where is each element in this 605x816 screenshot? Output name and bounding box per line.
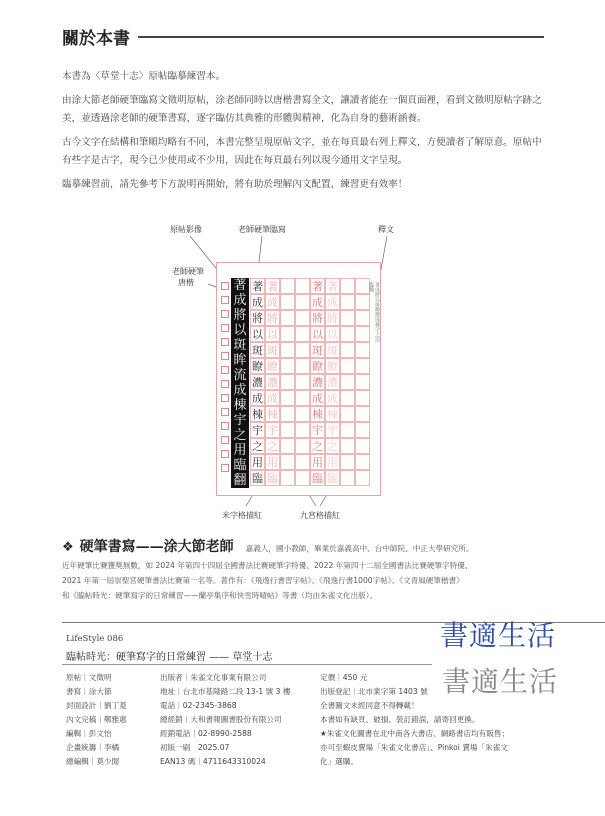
grid-cell: 用 — [327, 456, 338, 469]
grid-cell: 瞭 — [327, 360, 338, 373]
credit-line: 原帖｜文徵明 — [66, 673, 112, 682]
kai-box — [221, 450, 229, 458]
publisher-column — [160, 671, 290, 769]
grid-cell: 宇 — [327, 424, 338, 437]
grid-cell: 將 — [267, 312, 278, 325]
grid-cell — [295, 310, 310, 326]
grid-cell: 之 — [252, 440, 263, 453]
grid-cell — [295, 374, 310, 390]
grid-cell — [280, 406, 295, 422]
brand-logo-blue: 書適生活 — [440, 619, 557, 652]
grid-cell: 成 — [312, 296, 323, 309]
grid-cell — [340, 454, 355, 470]
publisher-line: 地址｜台北市基隆路二段 13-1 號 3 樓 — [160, 687, 291, 696]
grid-cell: 濃 — [312, 376, 323, 389]
kai-box — [221, 296, 229, 304]
kai-box — [221, 310, 229, 318]
grid-cell — [340, 438, 355, 454]
grid-cell — [295, 326, 310, 342]
grid-cell — [355, 342, 370, 358]
grid-cell — [355, 454, 370, 470]
grid-cell: 成 — [267, 296, 278, 309]
grid-cell — [280, 390, 295, 406]
grid-cell: 之 — [327, 440, 338, 453]
grid-cell — [295, 358, 310, 374]
original-character: 之 — [233, 428, 247, 443]
kai-box — [221, 324, 229, 332]
grid-cell: 濃 — [267, 376, 278, 389]
credit-line: 編輯｜彭文怡 — [66, 729, 112, 738]
grid-cell: 成 — [312, 392, 323, 405]
grid-cell — [340, 294, 355, 310]
label-mi-grid: 米字格描紅 — [222, 511, 262, 520]
pricing-line: 本書如有缺頁、破損、裝訂錯誤，請寄回更換。 — [320, 715, 480, 724]
original-character: 棟 — [233, 398, 247, 413]
original-character: 以 — [233, 323, 247, 338]
publisher-line: 初版一刷 2025.07 — [160, 743, 230, 752]
kai-box — [221, 436, 229, 444]
grid-cell: 之 — [312, 440, 323, 453]
original-character: 著 — [233, 278, 247, 293]
grid-cell: 棟 — [267, 408, 278, 421]
grid-cell — [295, 294, 310, 310]
grid-cell — [340, 390, 355, 406]
credits-column — [66, 671, 127, 769]
grid-cell: 斑 — [327, 344, 338, 357]
publisher-line: 經銷電話｜02-8990-2588 — [160, 729, 252, 738]
grid-cell: 濃 — [327, 376, 338, 389]
label-original-image: 原帖影像 — [170, 225, 202, 234]
kai-box — [221, 394, 229, 402]
grid-cell: 臨 — [327, 472, 338, 485]
original-character: 成 — [233, 383, 247, 398]
grid-cell — [355, 358, 370, 374]
grid-cell — [295, 454, 310, 470]
grid-cell: 用 — [312, 456, 323, 469]
grid-cell: 著 — [267, 280, 278, 293]
grid-cell — [295, 342, 310, 358]
grid-cell — [340, 278, 355, 294]
grid-cell — [355, 310, 370, 326]
kai-box — [221, 352, 229, 360]
grid-cell: 宇 — [312, 424, 323, 437]
label-nine-grid: 九宮格描紅 — [300, 511, 340, 520]
grid-cell: 成 — [252, 392, 263, 405]
author-heading — [62, 536, 548, 556]
author-bio-line: 近年硬筆比賽獲獎無數，如 2024 年第四十四屆全國書法比賽硬筆字特優、2022 年第四十二屆全國書法比賽硬筆字特優、 — [62, 561, 473, 570]
label-teacher-copy: 老師硬筆臨寫 — [238, 225, 286, 234]
grid-cell — [340, 470, 355, 486]
kai-box — [221, 338, 229, 346]
grid-cell — [340, 374, 355, 390]
grid-cell: 將 — [312, 312, 323, 325]
grid-cell: 瞭 — [252, 360, 263, 373]
grid-cell: 宇 — [267, 424, 278, 437]
grid-cell — [295, 470, 310, 486]
grid-cell — [280, 358, 295, 374]
pricing-line: 定價｜450 元 — [320, 673, 368, 682]
credit-line: 企畫統籌｜李橘 — [66, 743, 120, 752]
grid-cell — [280, 470, 295, 486]
grid-cell — [340, 422, 355, 438]
label-teacher-kai-2: 唐楷 — [178, 278, 194, 287]
original-character: 宇 — [233, 413, 247, 428]
pricing-line: 亦可至蝦皮賣場「朱雀文化書店」、Pinkoi 賣場「朱雀文 — [320, 743, 508, 752]
grid-cell — [295, 406, 310, 422]
grid-cell: 以 — [312, 328, 323, 341]
chinese-knot-icon: ❖ — [62, 540, 74, 555]
grid-cell: 成 — [267, 392, 278, 405]
original-character: 流 — [233, 368, 247, 383]
series-label: LifeStyle 086 — [66, 634, 124, 644]
grid-cell — [355, 294, 370, 310]
grid-cell — [340, 326, 355, 342]
intro-paragraph: 臨摹練習前，請先參考下方說明再開始，將有助於理解內文配置，練習更有效率！ — [62, 179, 408, 190]
grid-cell — [355, 422, 370, 438]
original-image-column — [231, 278, 249, 488]
grid-cell — [280, 422, 295, 438]
kai-box — [221, 380, 229, 388]
grid-cell: 成 — [327, 296, 338, 309]
grid-cell — [295, 438, 310, 454]
original-character: 成 — [233, 293, 247, 308]
publisher-line: EAN13 碼｜4711643310024 — [160, 757, 266, 766]
grid-cell: 瞭 — [312, 360, 323, 373]
grid-cell — [280, 326, 295, 342]
author-title: 硬筆書寫——涂大節老師 — [79, 539, 234, 555]
pricing-line: 出版登記｜北市業字第 1403 號 — [320, 687, 428, 696]
grid-cell: 成 — [252, 296, 263, 309]
label-annotation: 釋文 — [378, 225, 394, 234]
author-bio-line: 2021 年第一屆崇聖宮硬筆書法比賽第一名等。著作有：《飛逸行書習字帖》、《飛逸行書1000字帖》、《文青風硬筆楷書》 — [62, 576, 464, 585]
grid-cell — [280, 438, 295, 454]
credit-line: 書寫｜涂大節 — [66, 687, 112, 696]
grid-cell — [340, 342, 355, 358]
grid-cell — [340, 310, 355, 326]
grid-cell: 以 — [252, 328, 263, 341]
original-character: 翻 — [233, 473, 247, 488]
grid-cell — [280, 294, 295, 310]
grid-cell — [355, 470, 370, 486]
grid-cell — [280, 278, 295, 294]
page-title: 關於本書 — [62, 24, 138, 49]
grid-cell — [340, 358, 355, 374]
book-title: 臨帖時光：硬筆寫字的日常練習 —— 草堂十志 — [66, 652, 273, 663]
grid-cell: 用 — [252, 456, 263, 469]
grid-cell: 斑 — [267, 344, 278, 357]
author-bio-line: 和《臨帖時光：硬筆寫字的日常練習——蘭亭集序和快雪時晴帖》等書（均由朱雀文化出版）。 — [62, 591, 378, 600]
grid-cell: 將 — [252, 312, 263, 325]
original-character: 臨 — [233, 458, 247, 473]
original-character: 將 — [233, 308, 247, 323]
grid-cell — [280, 374, 295, 390]
kai-box — [221, 422, 229, 430]
credit-line: 內文完稿｜鄭雅惠 — [66, 715, 127, 724]
pricing-line: 化」選購。 — [320, 757, 358, 766]
practice-grid — [250, 278, 372, 488]
grid-cell: 成 — [327, 392, 338, 405]
author-bio — [62, 558, 548, 603]
grid-cell: 棟 — [252, 408, 263, 421]
annotation-column: 著成將以斑瞭濃成棟宇之用臨翻 — [368, 282, 380, 342]
original-character: 眸 — [233, 353, 247, 368]
grid-cell: 棟 — [327, 408, 338, 421]
grid-cell: 棟 — [312, 408, 323, 421]
grid-cell — [355, 390, 370, 406]
publisher-line: 出版者｜朱雀文化事業有限公司 — [160, 673, 267, 682]
publisher-line: 總經銷｜大和書報圖書股份有限公司 — [160, 715, 282, 724]
kai-box — [221, 464, 229, 472]
credit-line: 封面設計｜劉丁菱 — [66, 701, 127, 710]
grid-cell — [355, 406, 370, 422]
kai-box — [221, 366, 229, 374]
grid-cell: 宇 — [252, 424, 263, 437]
publisher-line: 電話｜02-2345-3868 — [160, 701, 237, 710]
grid-cell — [280, 310, 295, 326]
grid-cell — [340, 406, 355, 422]
grid-cell: 將 — [327, 312, 338, 325]
grid-cell: 之 — [267, 440, 278, 453]
grid-cell — [280, 342, 295, 358]
author-credentials: 嘉義人，國小教師，畢業於嘉義高中、台中師院、中正大學研究所。 — [245, 544, 474, 553]
grid-cell: 以 — [327, 328, 338, 341]
original-character: 斑 — [233, 338, 247, 353]
kai-box-strip — [220, 282, 230, 492]
grid-cell: 著 — [252, 280, 263, 293]
grid-cell: 斑 — [312, 344, 323, 357]
title-rule — [62, 664, 432, 665]
grid-cell: 臨 — [312, 472, 323, 485]
grid-cell: 用 — [267, 456, 278, 469]
grid-cell — [295, 422, 310, 438]
grid-cell — [355, 374, 370, 390]
grid-cell: 著 — [327, 280, 338, 293]
grid-cell: 瞭 — [267, 360, 278, 373]
pricing-line: ★朱雀文化圖書在北中南各大書店、網路書店均有販售； — [320, 729, 510, 738]
grid-cell: 著 — [312, 280, 323, 293]
grid-cell: 臨 — [267, 472, 278, 485]
intro-paragraph: 古今文字在結構和筆順均略有不同，本書完整呈現原帖文字，並在每頁最右列上釋文，方便讀者了解原意。原帖中有些字是古字，現今已少使用或不少用，因此在每頁最右列以現今通用文字呈現。 — [62, 137, 542, 166]
grid-cell: 以 — [267, 328, 278, 341]
grid-cell: 濃 — [252, 376, 263, 389]
grid-cell — [355, 326, 370, 342]
grid-cell — [355, 438, 370, 454]
grid-cell: 斑 — [252, 344, 263, 357]
kai-box — [221, 282, 229, 290]
brand-logo-gray: 書適生活 — [442, 665, 559, 698]
grid-cell — [295, 278, 310, 294]
intro-paragraph: 由涂大節老師硬筆臨寫文徵明原帖，涂老師同時以唐楷書寫全文，讓讀者能在一個頁面裡，看到文徵明原帖字跡之美，並透過涂老師的硬筆書寫，逐字臨仿其典雅的形體與精神，化為自身的藝術涵養。 — [62, 95, 542, 124]
kai-box — [221, 408, 229, 416]
credit-line: 總編輯｜莫少閒 — [66, 757, 120, 766]
pricing-line: 全書圖文未經同意不得轉載！ — [320, 701, 419, 710]
label-teacher-kai-1: 老師硬筆 — [172, 267, 204, 276]
grid-cell: 臨 — [252, 472, 263, 485]
grid-cell — [280, 454, 295, 470]
grid-cell — [295, 390, 310, 406]
intro-paragraph: 本書為〈草堂十志〉原帖臨摹練習本。 — [62, 71, 226, 82]
original-character: 用 — [233, 443, 247, 458]
